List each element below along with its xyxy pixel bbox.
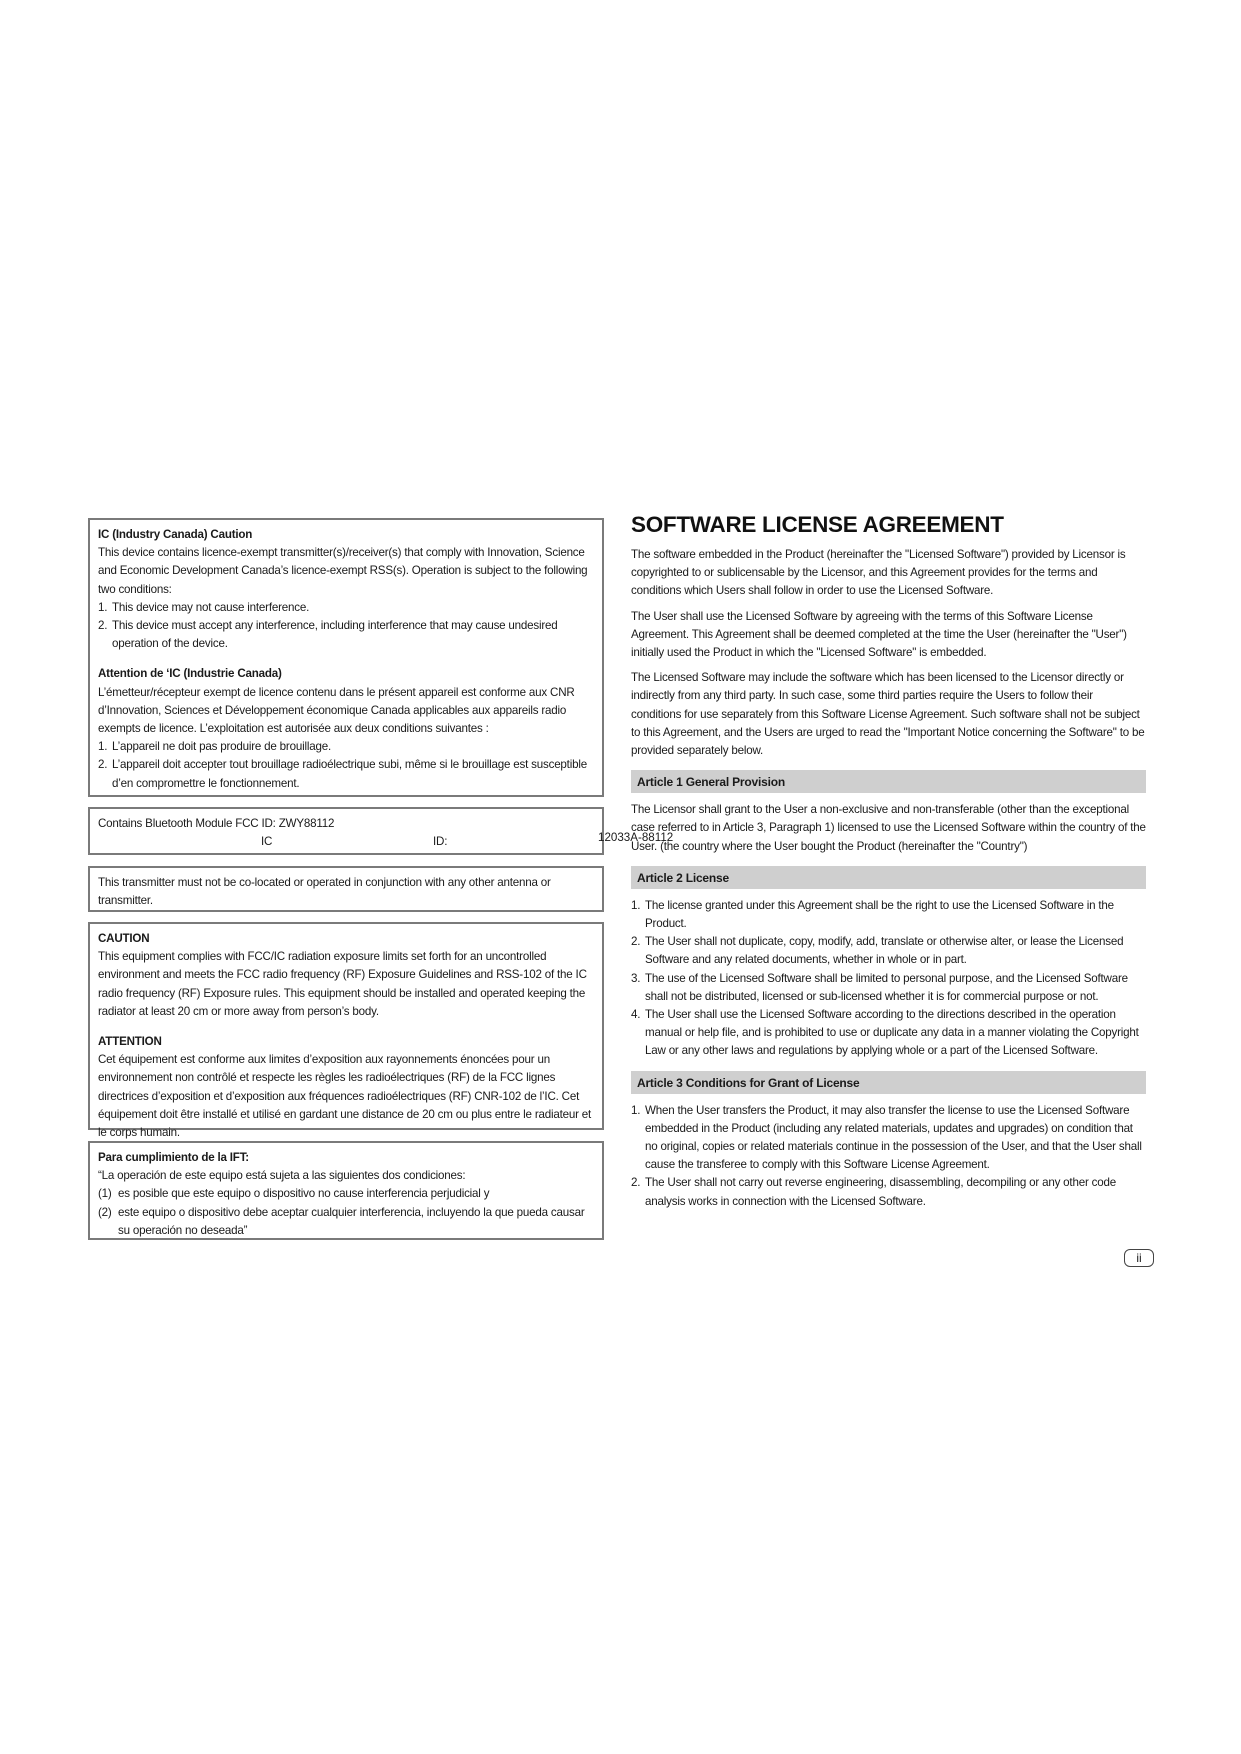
list-item: 2. The User shall not duplicate, copy, modify, add, translate or otherwise alter, or lease the Licensed Software and any related documents, whether in whole or in part. bbox=[631, 935, 1124, 967]
list-item: 4. The User shall use the Licensed Software according to the directions described in the operation manual or help file, and is prohibited to use or duplicate any data in a manner violating the Copyright Law or any other laws and regulations by applying whole or a part of the Licensed Software. bbox=[631, 1008, 1139, 1058]
page-title: SOFTWARE LICENSE AGREEMENT bbox=[631, 512, 1004, 537]
article-2-heading: Article 2 License bbox=[631, 866, 1146, 889]
list-item: 1. This device may not cause interference. bbox=[98, 600, 310, 614]
ift-box bbox=[88, 1141, 604, 1240]
ic-caution-body: This device contains licence-exempt transmitter(s)/receiver(s) that comply with Innovation, Science and Economic Development Canada’s licence-exempt RSS(s). Operation is subject to the following two conditions: bbox=[98, 546, 588, 596]
list-item: (2) este equipo o dispositivo debe aceptar cualquier interferencia, incluyendo la que pueda causar su operación no deseada” bbox=[98, 1205, 585, 1237]
list-item: 1. When the User transfers the Product, it may also transfer the license to use the Licensed Software embedded in the Product (including any related materials, updates and upgrades) on condition that no original, copies or related materials continue in the possession of the User, and that the User shall cause the transferee to comply with this Software License Agreement. bbox=[631, 1103, 1142, 1172]
caution-heading: CAUTION bbox=[98, 932, 150, 945]
ic-caution-fr-heading: Attention de ‘IC (Industrie Canada) bbox=[98, 667, 282, 681]
license-paragraph: The software embedded in the Product (hereinafter the "Licensed Software") provided by Licensor is copyrighted to or sublicensable by the Licensor, and this Agreement provides for the terms and conditions which Users shall follow in order to use the Licensed Software. bbox=[631, 548, 1126, 598]
colocation-box bbox=[88, 866, 604, 912]
ift-heading: Para cumplimiento de la IFT: bbox=[98, 1151, 249, 1164]
ic-id-value: 12033A-88112 bbox=[598, 831, 674, 844]
fcc-id-line: Contains Bluetooth Module FCC ID: ZWY88112 bbox=[98, 817, 335, 830]
list-item: 1. L’appareil ne doit pas produire de brouillage. bbox=[98, 740, 331, 754]
page-number: ii bbox=[1124, 1249, 1154, 1267]
article-1-heading: Article 1 General Provision bbox=[631, 770, 1146, 793]
caution-body: This equipment complies with FCC/IC radiation exposure limits set forth for an uncontrolled environment and meets the FCC radio frequency (RF) Exposure Guidelines and RSS-102 of the IC radio frequency (RF) Exposure rules. This equipment should be installed and operated keeping the radiator at least 20 cm or more away from person’s body. bbox=[98, 950, 587, 1018]
ic-caution-fr-body: L’émetteur/récepteur exempt de licence contenu dans le présent appareil est conforme aux CNR d’Innovation, Sciences et Développement économique Canada applicables aux appareils radio exempts de licence. L’exploitation est autorisée aux deux conditions suivantes : bbox=[98, 685, 575, 736]
article-1-text: The Licensor shall grant to the User a non-exclusive and non-transferable (other than the exceptional case referred to in Article 3, Paragraph 1) licensed to use the Licensed Software within the country of the User. (the country where the User bought the Product (hereinafter the "Country") bbox=[631, 803, 1146, 853]
list-item: 3. The use of the Licensed Software shall be limited to personal purpose, and the Licensed Software shall not be distributed, licensed or sub-licensed whether it is for commercial purpose or not. bbox=[631, 971, 1128, 1003]
list-item: 1. The license granted under this Agreement shall be the right to use the Licensed Software in the Product. bbox=[631, 898, 1114, 931]
list-item: (1) es posible que este equipo o dispositivo no cause interferencia perjudicial y bbox=[98, 1187, 490, 1201]
list-item: 2. L’appareil doit accepter tout brouillage radioélectrique subi, même si le brouillage est susceptible d’en compromettre le fonctionnement. bbox=[98, 758, 587, 790]
ic-caution-heading: IC (Industry Canada) Caution bbox=[98, 528, 253, 541]
license-paragraph: The User shall use the Licensed Software by agreeing with the terms of this Software License Agreement. This Agreement shall be deemed completed at the time the User (hereinafter the "User") initially used the Product in which the "Licensed Software" is embedded. bbox=[631, 609, 1127, 660]
fcc-id-box bbox=[88, 807, 604, 855]
attention-heading: ATTENTION bbox=[98, 1035, 162, 1049]
article-3-heading: Article 3 Conditions for Grant of License bbox=[631, 1071, 1146, 1094]
license-body bbox=[631, 546, 1146, 1211]
ic-label: IC bbox=[261, 835, 273, 849]
license-paragraph: The Licensed Software may include the software which has been licensed to the Licensor directly or indirectly from any third party. In such case, some third parties require the Users to follow their conditions for use separately from this Software License Agreement. Such software shall not be subject to this Agreement, and the Users are urged to read the "Important Notice concerning the Software" to be provided separately below. bbox=[631, 671, 1145, 758]
id-label: ID: bbox=[433, 835, 448, 849]
ic-caution-box bbox=[88, 518, 604, 797]
list-item: 2. This device must accept any interference, including interference that may cause undesired operation of the device. bbox=[98, 619, 558, 651]
rf-caution-box bbox=[88, 922, 604, 1140]
list-item: 2. The User shall not carry out reverse engineering, disassembling, decompiling or any other code analysis works in connection with the Licensed Software. bbox=[631, 1176, 1116, 1208]
attention-body: Cet équipement est conforme aux limites d’exposition aux rayonnements énoncées pour un environnement non contrôlé et respecte les règles les radioélectriques (RF) de la FCC lignes directrices d’exposition et d’exposition aux fréquences radioélectriques (RF) CNR-102 de l’IC. Cet équipement doit être installé et utilisé en gardant une distance de 20 cm ou plus entre le radiateur et le corps humain. bbox=[98, 1053, 592, 1140]
colocation-text: This transmitter must not be co-located or operated in conjunction with any other antenna or transmitter. bbox=[98, 876, 551, 908]
ift-intro: “La operación de este equipo está sujeta a las siguientes dos condiciones: bbox=[98, 1169, 466, 1183]
